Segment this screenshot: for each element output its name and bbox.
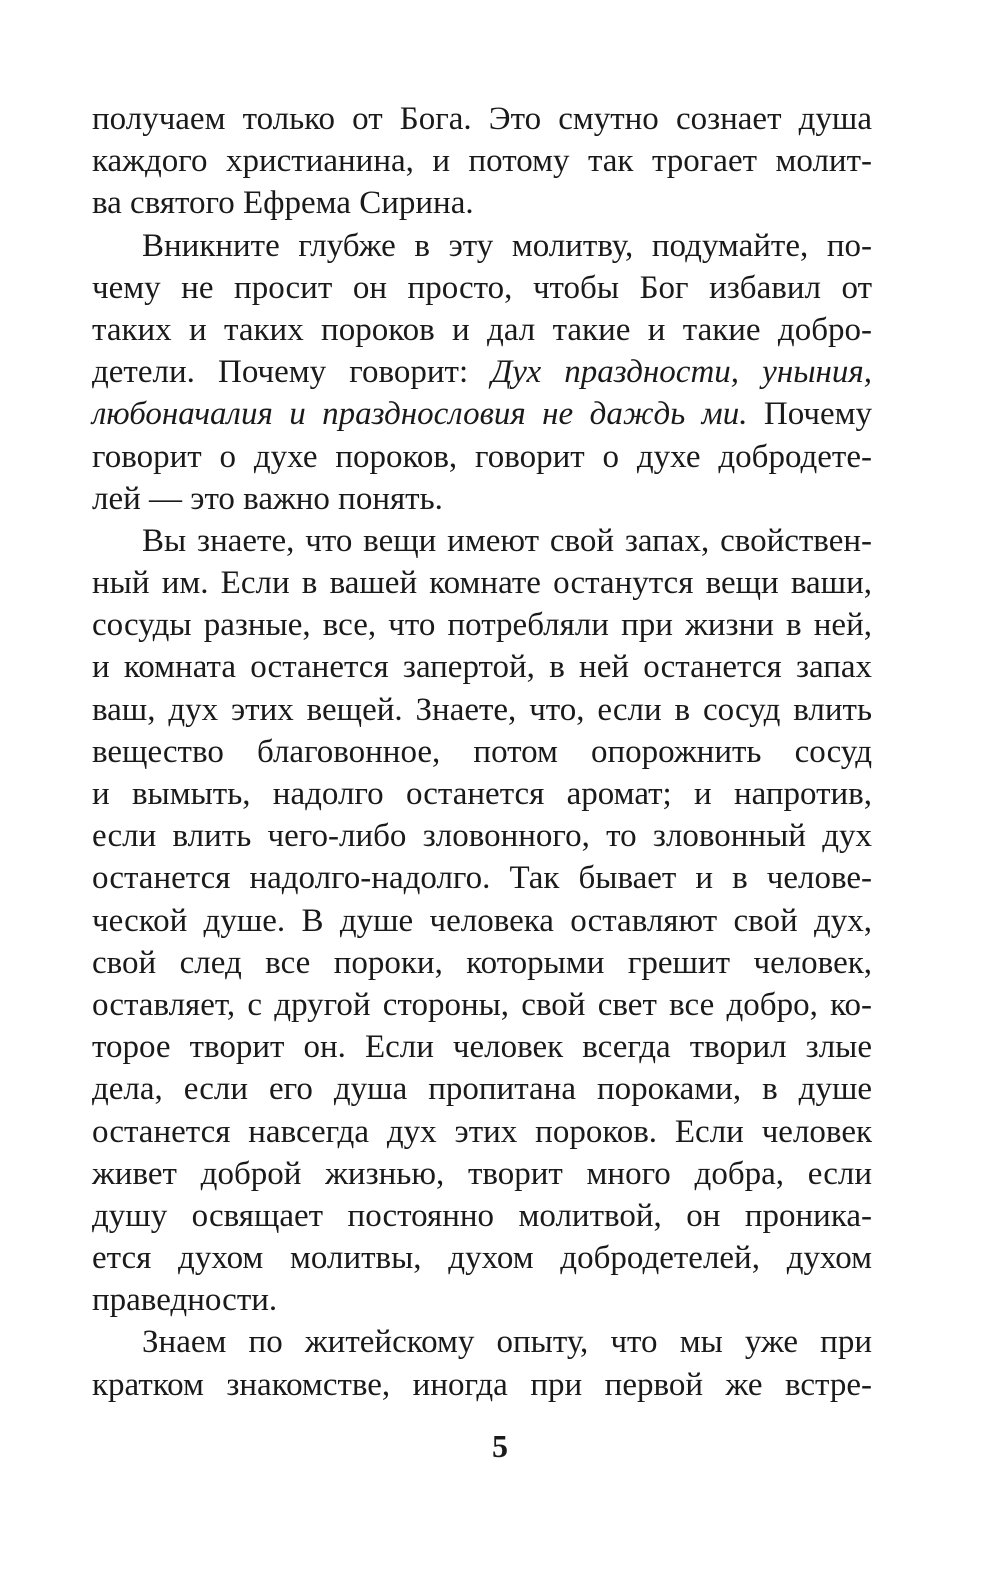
text-line-26: живет доброй жизнью, творит много добра, если	[92, 1155, 872, 1192]
text-line-5: чему не просит он просто, чтобы Бог избавил от	[92, 269, 872, 306]
text-line-3: ва святого Ефрема Сирина.	[92, 185, 474, 222]
text-line-6: таких и таких пороков и дал такие и такие добро-	[92, 311, 872, 348]
text-line-8-italic: любоначалия и празднословия не даждь ми.	[92, 396, 748, 433]
text-line-16: вещество благовонное, потом опорожнить сосуд	[92, 733, 872, 770]
text-line-7-italic: Дух праздности, уныния,	[491, 354, 873, 391]
text-line-28: ется духом молитвы, духом добродетелей, духом	[92, 1240, 872, 1277]
text-line-2: каждого христианина, и потому так трогает молит-	[92, 143, 872, 180]
text-line-10: лей — это важно понять.	[92, 480, 443, 517]
text-line-15: ваш, дух этих вещей. Знаете, что, если в сосуд влить	[92, 691, 872, 728]
text-line-30: Знаем по житейскому опыту, что мы уже при	[142, 1324, 872, 1361]
text-line-20: ческой душе. В душе человека оставляют свой дух,	[92, 902, 872, 939]
text-line-25: останется навсегда дух этих пороков. Если человек	[92, 1113, 872, 1150]
text-line-27: душу освящает постоянно молитвой, он проника-	[92, 1197, 872, 1234]
page-number: 5	[492, 1428, 508, 1464]
text-line-17: и вымыть, надолго останется аромат; и напротив,	[92, 776, 872, 812]
text-line-9: говорит о духе пороков, говорит о духе добродете-	[92, 438, 872, 475]
text-line-7-regular: детели. Почему говорит:	[92, 354, 492, 391]
text-line-21: свой след все пороки, которыми грешит человек,	[92, 944, 872, 981]
text-line-7	[92, 351, 872, 393]
text-line-29: праведности.	[92, 1282, 278, 1319]
text-line-12: ный им. Если в вашей комнате останутся вещи ваши,	[92, 565, 872, 602]
text-line-22: оставляет, с другой стороны, свой свет все добро, ко-	[92, 986, 872, 1023]
text-line-13: сосуды разные, все, что потребляли при жизни в ней,	[92, 607, 872, 644]
text-line-18: если влить чего-либо зловонного, то зловонный дух	[92, 818, 872, 855]
text-line-24: дела, если его душа пропитана пороками, в душе	[92, 1071, 872, 1108]
text-line-8	[92, 393, 872, 435]
text-line-1: получаем только от Бога. Это смутно сознает душа	[92, 101, 872, 137]
text-line-31: кратком знакомстве, иногда при первой же встре-	[92, 1366, 872, 1403]
body-text	[92, 98, 872, 1406]
text-line-11: Вы знаете, что вещи имеют свой запах, свойствен-	[142, 522, 872, 559]
text-line-14: и комната останется запертой, в ней останется запах	[92, 649, 872, 686]
text-line-8-regular: Почему	[747, 396, 872, 433]
text-line-4: Вникните глубже в эту молитву, подумайте, по-	[142, 227, 872, 264]
text-line-19: останется надолго-надолго. Так бывает и в челове-	[92, 860, 872, 897]
text-line-23: торое творит он. Если человек всегда творил злые	[92, 1029, 872, 1066]
